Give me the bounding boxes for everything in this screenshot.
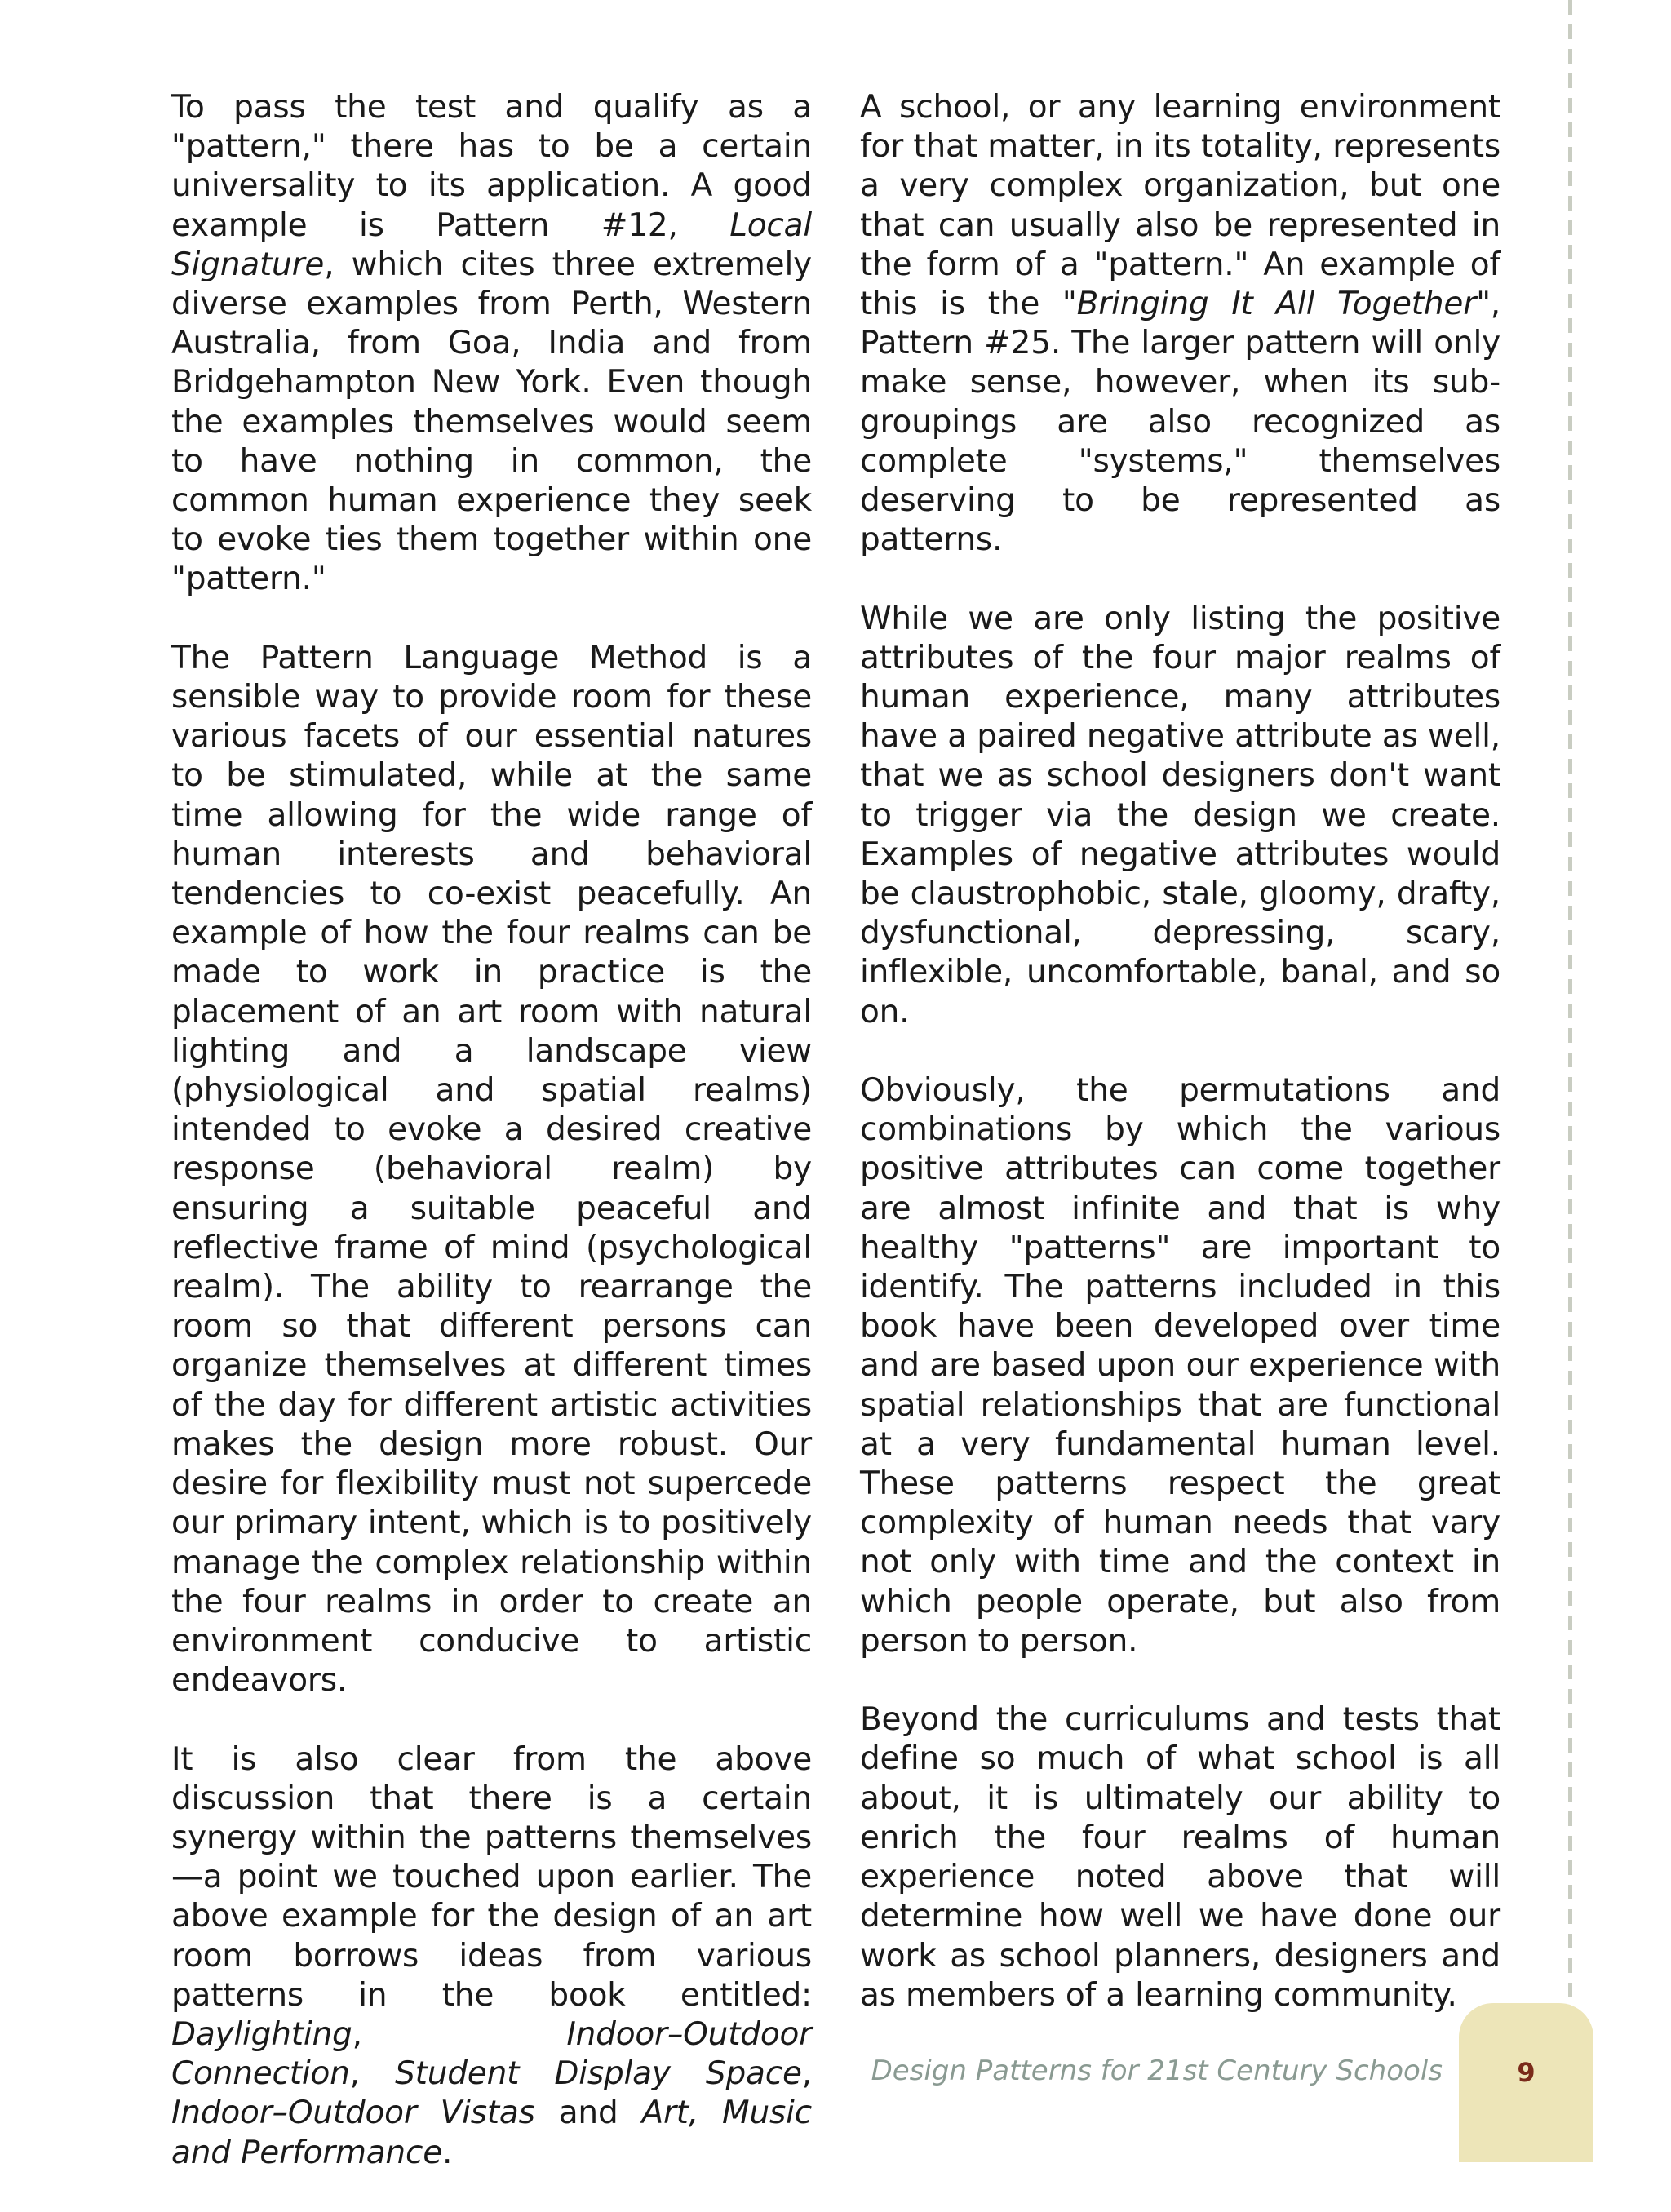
page-number-tab — [1459, 2003, 1593, 2162]
left-paragraph-2: The Pattern Language Method is a sensible way to provide room for these various facets of our essential natures to be stimulated, while at the same time allowing for the wide range of human interests and behavioral tendencies to co-exist peacefully. An example of how the four realms can be made to work in practice is the placement of an art room with natural lighting and a landscape view (physiological and spatial realms) intended to evoke a desired creative response (behavioral realm) by ensuring a suitable peaceful and reflective frame of mind (psychological realm). The ability to rearrange the room so that different persons can organize themselves at different times of the day for different artistic activities makes the design more robust. Our desire for flexibility must not supercede our primary intent, which is to positively manage the complex relationship within the four realms in order to create an environment conducive to artistic endeavors. — [171, 639, 812, 1700]
right-column — [860, 88, 1500, 2055]
text-run: and — [534, 2095, 642, 2132]
pattern-title-bringing-it-all-together: Bringing It All Together — [1076, 286, 1477, 323]
left-paragraph-3 — [171, 1740, 812, 2173]
text-run: , — [349, 2055, 396, 2093]
pattern-title-indoor-outdoor-vistas: Indoor–Outdoor Vistas — [171, 2095, 535, 2132]
text-run: ", Pattern #25. The larger pattern will only make sense, however, when its sub-groupings are also recognized as complete "systems," themselves deserving to be represented as patterns. — [860, 286, 1500, 559]
text-run: To pass the test and qualify as a "pattern," there has to be a certain universality to its application. A good example is Pattern #12, — [171, 89, 812, 244]
right-paragraph-1 — [860, 88, 1500, 560]
pattern-title-local-signature: Local Signature — [171, 206, 812, 283]
text-run: A school, or any learning environment for that matter, in its totality, represents a very complex organization, but one that can usually also be represented in the form of a "pattern." An example of this is the " — [860, 89, 1500, 323]
pattern-title-indoor-outdoor-connection: Indoor–Outdoor Connection — [171, 2015, 812, 2093]
pattern-title-art-music-performance: Art, Music and Performance — [171, 2095, 812, 2171]
pattern-title-student-display-space: Student Display Space — [395, 2055, 802, 2093]
right-paragraph-3: Obviously, the permutations and combinations by which the various positive attributes can come together are almost infinite and that is why healthy "patterns" are important to identify. The patterns included in this book have been developed over time and are based upon our experience with spatial relationships that are functional at a very fundamental human level. These patterns respect the great complexity of human needs that vary not only with time and the context in which people operate, but also from person to person. — [860, 1072, 1500, 1660]
text-run: , which cites three extremely diverse examples from Perth, Western Australia, from Goa, India and from Bridgehampton New York. Even though the examples themselves would seem to have nothing in common, the common human experience they seek to evoke ties them together within one "pattern." — [171, 246, 812, 598]
pattern-title-daylighting: Daylighting — [171, 2015, 352, 2053]
text-run: , — [801, 2055, 812, 2093]
left-paragraph-1 — [171, 88, 812, 600]
dashed-margin-rule — [1568, 0, 1572, 2162]
right-paragraph-2: While we are only listing the positive attributes of the four major realms of human experience, many attributes have a paired negative attribute as well, that we as school designers don't want to trigger via the design we create. Examples of negative attributes would be claustrophobic, stale, gloomy, drafty, dysfunctional, depressing, scary, inflexible, uncomfortable, banal, and so on. — [860, 600, 1500, 1031]
page-number: 9 — [1517, 2057, 1536, 2088]
footer-book-title: Design Patterns for 21st Century Schools — [871, 2055, 1443, 2087]
right-paragraph-4: Beyond the curriculums and tests that define so much of what school is all about, it is ultimately our ability to enrich the four realms of human experience noted above that will determine how well we have done our work as school planners, designers and as members of a learning community. — [860, 1701, 1500, 2014]
text-run: It is also clear from the above discussion that there is a certain synergy within the patterns themselves—a point we touched upon earlier. The above example for the design of an art room borrows ideas from various patterns in the book entitled: — [171, 1740, 812, 2014]
text-run: . — [442, 2134, 453, 2171]
left-column — [171, 88, 812, 2212]
text-run: , — [352, 2015, 567, 2053]
